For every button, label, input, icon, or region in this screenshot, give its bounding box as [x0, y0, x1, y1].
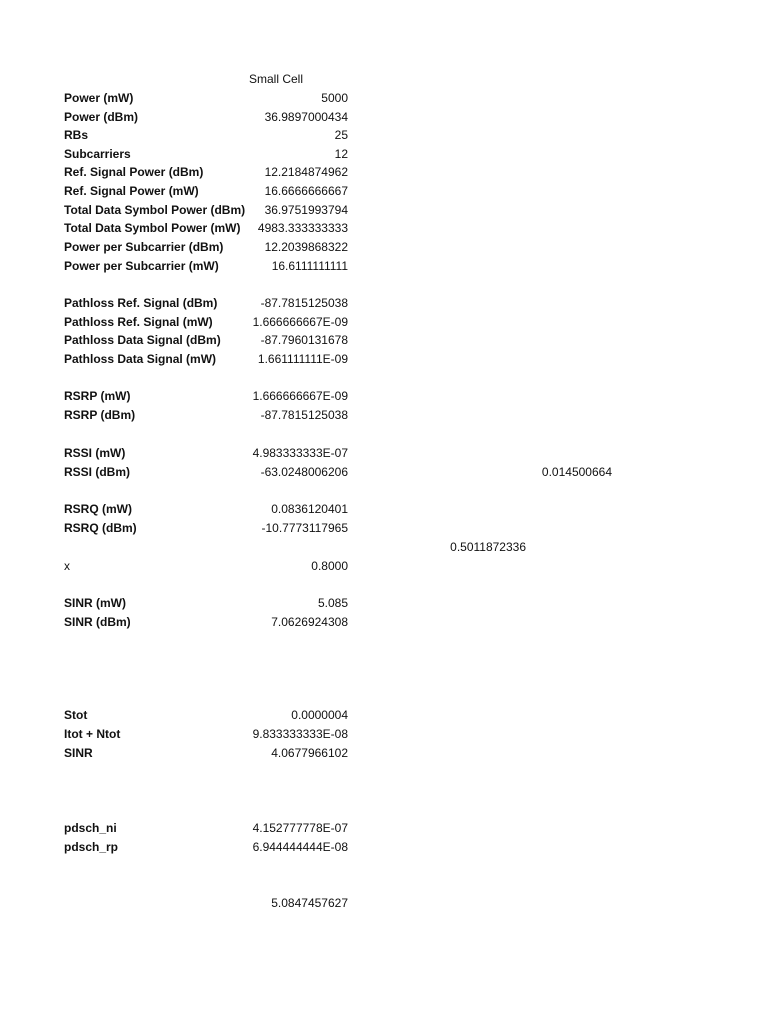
row-value-pdsch-ni: 4.152777778E-07 — [252, 821, 348, 835]
row-label-pathloss-data-signal-dbm: Pathloss Data Signal (dBm) — [64, 333, 221, 347]
row-label-ref-signal-power-mw: Ref. Signal Power (mW) — [64, 184, 199, 198]
row-value-pathloss-ref-signal-dbm: -87.7815125038 — [260, 296, 348, 310]
row-label-total-data-symbol-power-dbm: Total Data Symbol Power (dBm) — [64, 203, 246, 217]
row-value-pathloss-data-signal-mw: 1.661111111E-09 — [257, 352, 348, 366]
floating-value-1: 0.014500664 — [541, 465, 612, 479]
row-label-sinr-mw: SINR (mW) — [64, 596, 126, 610]
row-label-pathloss-data-signal-mw: Pathloss Data Signal (mW) — [64, 352, 217, 366]
row-label-power-per-subcarrier-mw: Power per Subcarrier (mW) — [64, 259, 219, 273]
row-value-subcarriers: 12 — [334, 147, 348, 161]
row-value-rsrp-dbm: -87.7815125038 — [260, 408, 348, 422]
row-value-pathloss-data-signal-dbm: -87.7960131678 — [260, 333, 348, 347]
row-label-power-dbm: Power (dBm) — [64, 110, 139, 124]
row-value-rsrq-dbm: -10.7773117965 — [261, 521, 348, 535]
final-result-value: 5.0847457627 — [271, 896, 348, 910]
row-value-total-data-symbol-power-mw: 4983.333333333 — [257, 221, 348, 235]
row-label-rssi-mw: RSSI (mW) — [64, 446, 126, 460]
row-value-sinr-mw: 5.085 — [317, 596, 348, 610]
row-value-ref-signal-power-dbm: 12.2184874962 — [264, 165, 348, 179]
row-value-rsrp-mw: 1.666666667E-09 — [252, 389, 348, 403]
row-label-stot: Stot — [64, 708, 88, 722]
row-label-pdsch-ni: pdsch_ni — [64, 821, 117, 835]
row-label-rsrp-mw: RSRP (mW) — [64, 389, 131, 403]
floating-value-2: 0.5011872336 — [450, 540, 526, 554]
row-value-ref-signal-power-mw: 16.6666666667 — [264, 184, 348, 198]
row-value-rssi-dbm: -63.0248006206 — [260, 465, 348, 479]
row-label-pathloss-ref-signal-dbm: Pathloss Ref. Signal (dBm) — [64, 296, 218, 310]
row-label-rsrp-dbm: RSRP (dBm) — [64, 408, 136, 422]
row-value-pathloss-ref-signal-mw: 1.666666667E-09 — [252, 315, 348, 329]
row-label-ref-signal-power-dbm: Ref. Signal Power (dBm) — [64, 165, 204, 179]
row-label-sinr-dbm: SINR (dBm) — [64, 615, 131, 629]
row-label-power-mw: Power (mW) — [64, 91, 134, 105]
row-label-x: x — [64, 559, 70, 573]
row-value-sinr-dbm: 7.0626924308 — [271, 615, 348, 629]
row-value-rbs: 25 — [334, 128, 348, 142]
row-label-subcarriers: Subcarriers — [64, 147, 131, 161]
row-value-total-data-symbol-power-dbm: 36.9751993794 — [264, 203, 348, 217]
row-label-pdsch-rp: pdsch_rp — [64, 840, 119, 854]
column-header-small-cell: Small Cell — [248, 72, 303, 86]
row-label-rbs: RBs — [64, 128, 89, 142]
row-value-power-per-subcarrier-dbm: 12.2039868322 — [264, 240, 348, 254]
row-label-power-per-subcarrier-dbm: Power per Subcarrier (dBm) — [64, 240, 224, 254]
row-label-rsrq-mw: RSRQ (mW) — [64, 502, 132, 516]
row-value-x: 0.8000 — [311, 559, 348, 573]
row-value-pdsch-rp: 6.944444444E-08 — [252, 840, 348, 854]
row-value-power-mw: 5000 — [321, 91, 348, 105]
row-value-sinr: 4.0677966102 — [271, 746, 348, 760]
row-label-itot-ntot: Itot + Ntot — [64, 727, 121, 741]
row-value-itot-ntot: 9.833333333E-08 — [252, 727, 348, 741]
row-label-sinr: SINR — [64, 746, 93, 760]
row-label-total-data-symbol-power-mw: Total Data Symbol Power (mW) — [64, 221, 241, 235]
row-label-rssi-dbm: RSSI (dBm) — [64, 465, 130, 479]
row-label-rsrq-dbm: RSRQ (dBm) — [64, 521, 137, 535]
row-value-stot: 0.0000004 — [291, 708, 348, 722]
row-value-rssi-mw: 4.983333333E-07 — [252, 446, 348, 460]
row-value-power-per-subcarrier-mw: 16.6111111111 — [271, 259, 348, 273]
row-value-rsrq-mw: 0.0836120401 — [271, 502, 348, 516]
row-value-power-dbm: 36.9897000434 — [264, 110, 348, 124]
row-label-pathloss-ref-signal-mw: Pathloss Ref. Signal (mW) — [64, 315, 213, 329]
